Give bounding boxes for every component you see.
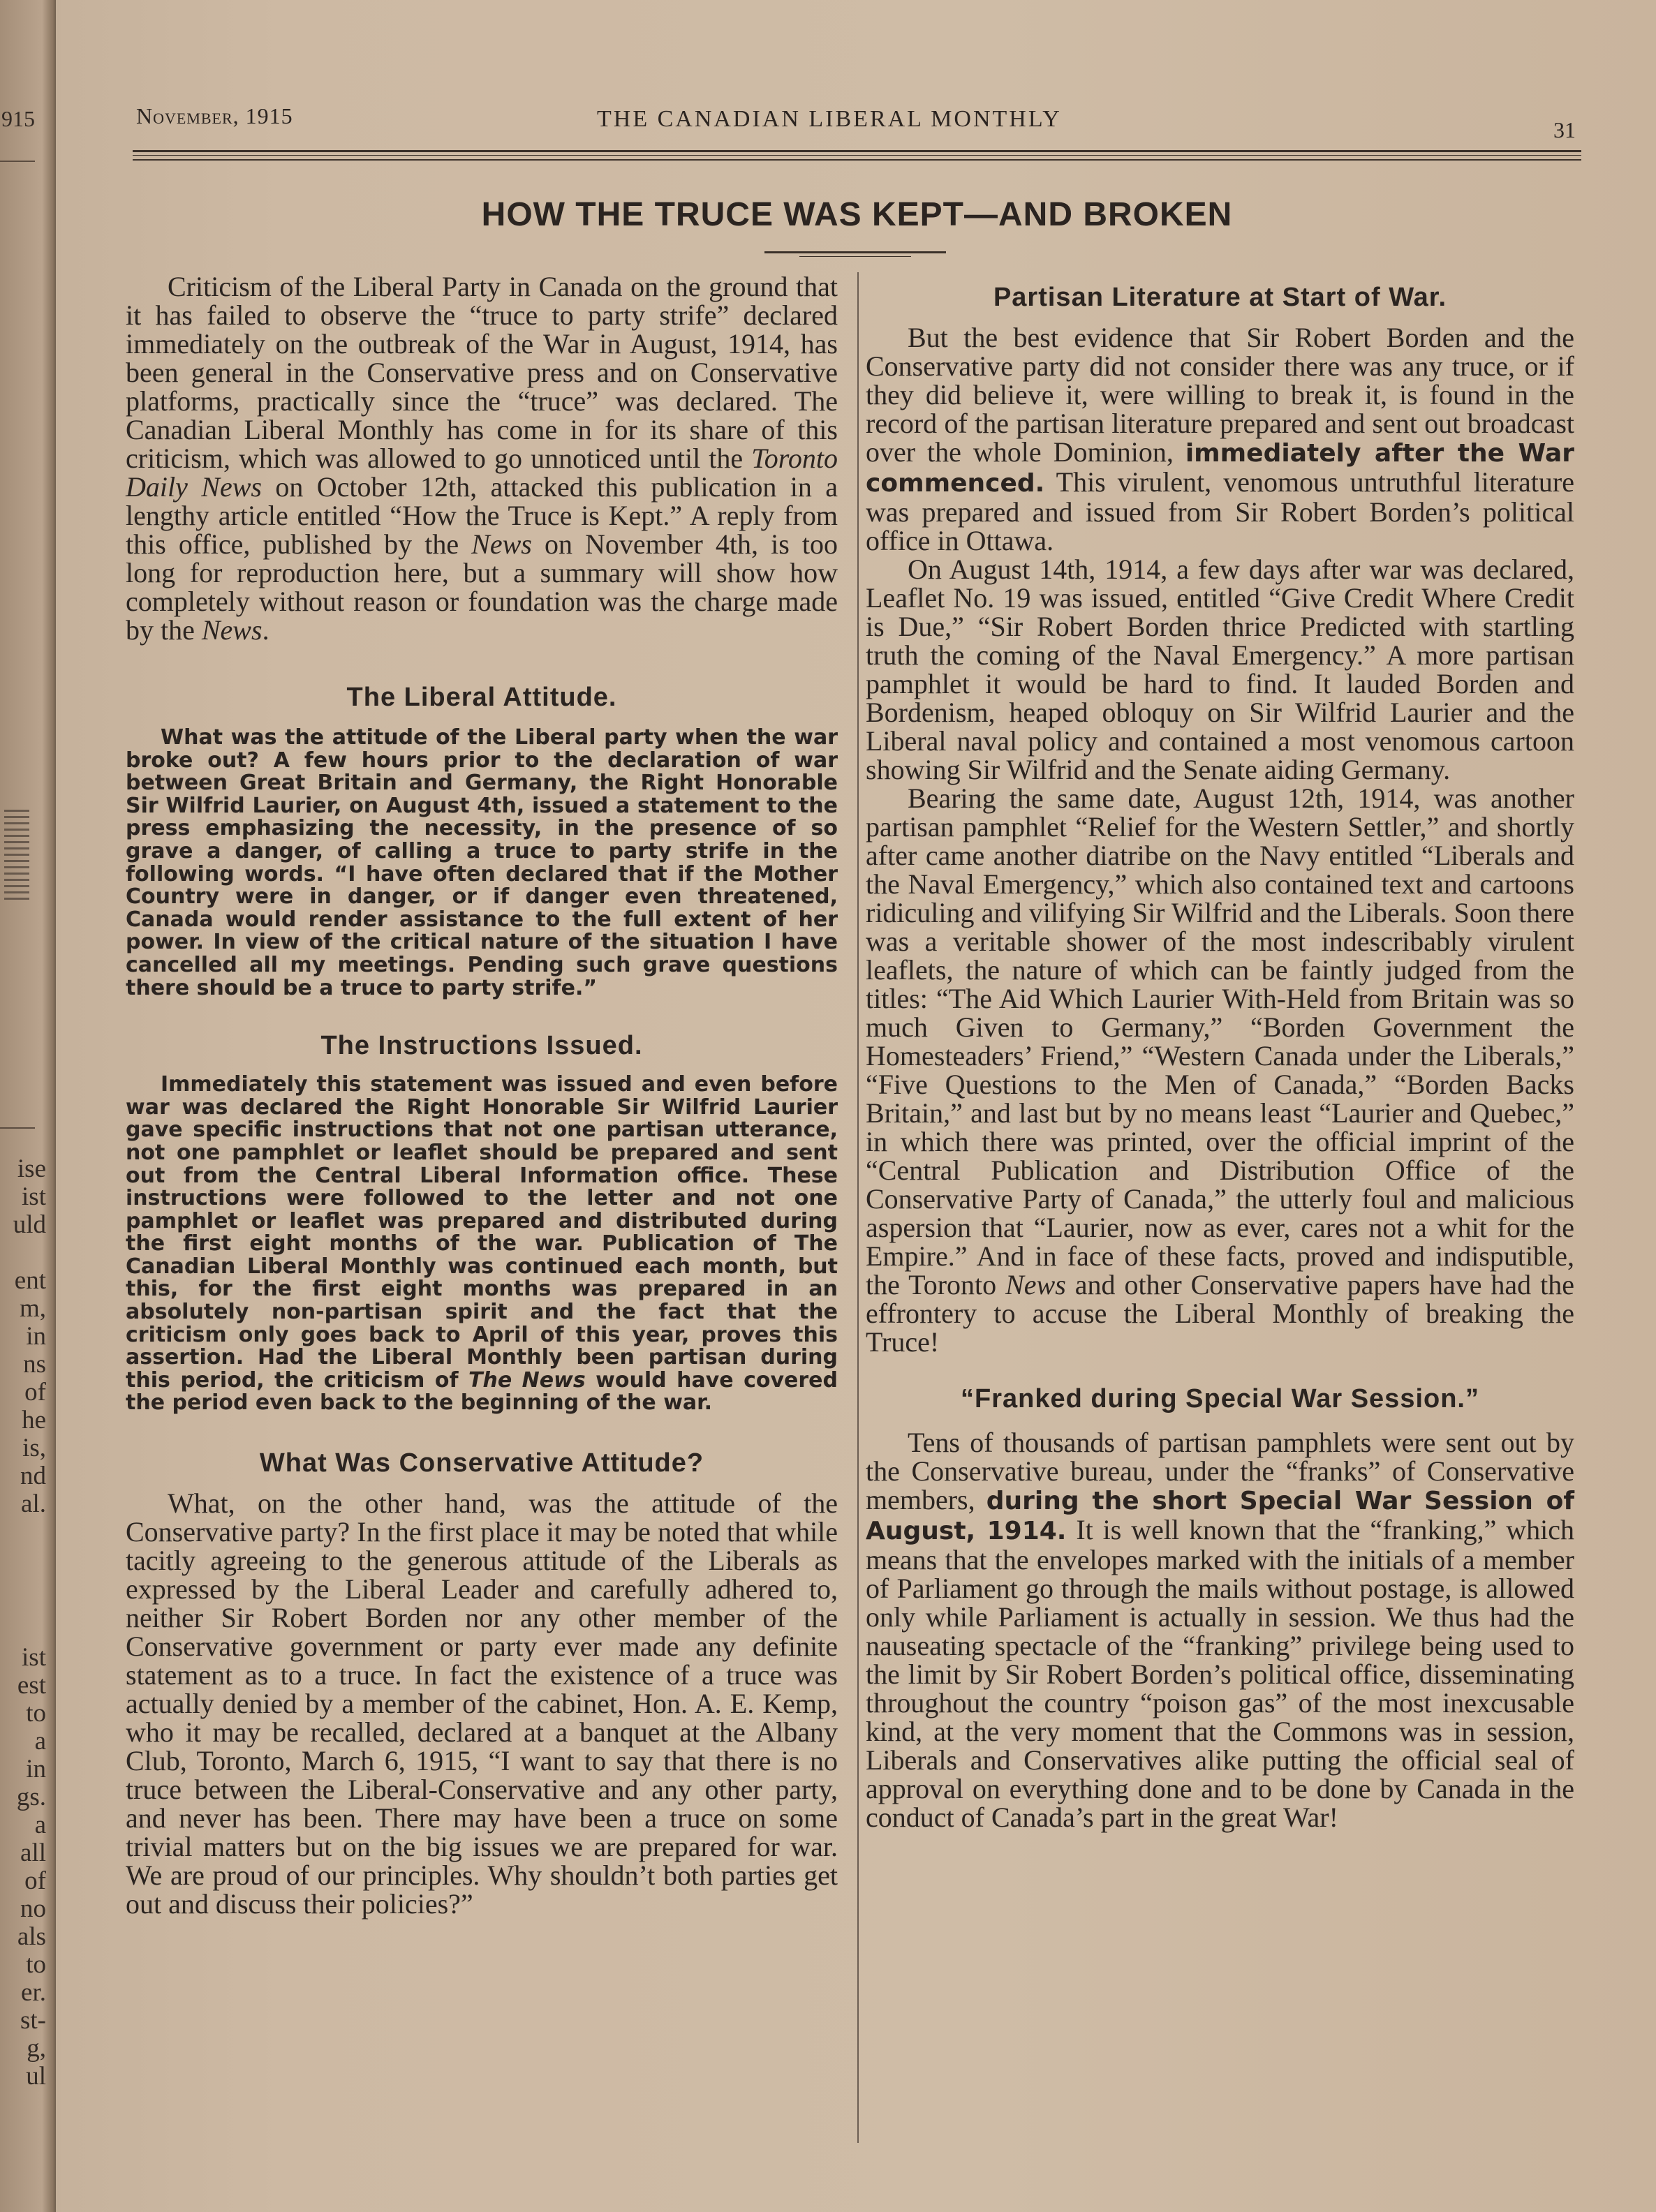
adjacent-page-fragment: est [17, 1671, 46, 1700]
title-rule [764, 251, 946, 253]
header-rule [133, 150, 1581, 152]
instructions-paragraph: Immediately this statement was issued and even before war was declared the Right Honorable Sir Wilfrid Laurier gave specific instructions that not one partisan utterance, not one pamphlet or leaflet should be prepared and sent out from the Central Liberal Information office. These instructions were followed to the letter and not one pamphlet or leaflet was prepared and distributed during the first eight months of the war. Publication of The Canadian Liberal Monthly was continued each month, but this, for the first eight months was prepared in an absolutely non-partisan spirit and the fact that the criticism only goes back to April of this year, proves this assertion. Had the Liberal Monthly been partisan during this period, the criticism of The News would have covered the period even back to the beginning of the war. [126, 1072, 838, 1416]
conservative-attitude-paragraph: What, on the other hand, was the attitude of the Conservative party? In the first place it may be noted that while tacitly agreeing to the generous attitude of the Liberals as expressed by the Liberal Leader and carefully adhered to, neither Sir Robert Borden nor any other member of the Conservative government or party ever made any definite statement as to a truce. In fact the existence of a truce was actually denied by a member of the cabinet, Hon. A. E. Kemp, who it may be recalled, declared at a banquet at the Albany Club, Toronto, March 6, 1915, “I want to say that there is no truce between the Liberal-Conservative and any other party, and never has been. There may have been a truce on some trivial matters but on the big issues we are prepared for war. We are proud of our principles. Why shouldn’t both parties get out and discuss their policies?” [126, 1487, 838, 1920]
partisan-literature-paragraph-3: Bearing the same date, August 12th, 1914, was another partisan pamphlet “Relief for the Western Settler,” and shortly after came another diatribe on the Navy entitled “Liberals and the Naval Emergency,” which also contained text and cartoons ridiculing and vilifying Sir Wilfrid and the Liberals. Soon there was a veritable shower of the most indescribably virulent leaflets, the nature of which can be faintly judged from the titles: “The Aid Which Laurier With-Held from Britain was so much Given to Germany,” “Borden Government the Homesteaders’ Friend,” “Western Canada under the Liberals,” “Five Questions to the Men of Canada,” “Borden Backs Britain,” and last but by no means least “Laurier and Quebec,” in which there was printed, over the official imprint of the “Central Publication and Distribution Office of the Conservative Party of Canada,” the utterly foul and malicious aspersion that “Laurier, now as ever, cares not a whit for the Empire.” And in face of these facts, proved and indisputible, the Toronto News and other Conservative papers have had the effrontery to accuse the Liberal Monthly of breaking the Truce! [866, 782, 1574, 1358]
adjacent-page-text-block [13, 1155, 46, 1518]
title-rule [799, 256, 911, 257]
adjacent-page-fragment: g, [27, 2034, 46, 2063]
adjacent-page-fragment: uld [13, 1210, 46, 1239]
adjacent-page-fragment: ist [22, 1182, 46, 1211]
adjacent-page-fragment [13, 1239, 46, 1267]
section-heading-conservative-attitude: What Was Conservative Attitude? [259, 1448, 704, 1478]
running-header [136, 103, 1588, 145]
adjacent-page-fragment: ist [22, 1643, 46, 1672]
partisan-literature-paragraph-1: But the best evidence that Sir Robert Borden and the Conservative party did not consider there was any truce, or if they did believe it, were willing to break it, is found in the record of the partisan literature prepared and sent out broadcast over the whole Dominion, immediately after the War commenced. This virulent, venomous untruthful literature was prepared and issued from Sir Robert Borden’s political office in Ottawa. [866, 322, 1574, 556]
adjacent-page-folio: 915 [1, 106, 35, 131]
section-heading-instructions: The Instructions Issued. [320, 1031, 643, 1061]
adjacent-page-fragment: nd [20, 1462, 46, 1490]
adjacent-page-fragment: ise [17, 1155, 46, 1183]
column-divider [857, 272, 859, 2143]
partisan-literature-paragraph-2: On August 14th, 1914, a few days after war was declared, Leaflet No. 19 was issued, entitled “Give Credit Where Credit is Due,” “Sir Robert Borden thrice Predicted with startling truth the coming of the Naval Emergency.” A more partisan pamphlet it would be hard to find. It lauded Borden and Bordenism, heaped obloquy on Sir Wilfrid Laurier and the Liberal naval policy and contained a most venomous cartoon showing Sir Wilfrid and the Senate aiding Germany. [866, 554, 1574, 785]
adjacent-page-edge [0, 0, 53, 2212]
adjacent-page-fragment: to [26, 1950, 46, 1979]
section-heading-liberal-attitude: The Liberal Attitude. [346, 683, 617, 712]
adjacent-page-fragment: is, [22, 1434, 46, 1462]
adjacent-page-fragment: st- [20, 2006, 46, 2035]
intro-paragraph: Criticism of the Liberal Party in Canada on the ground that it has failed to observe the “truce to party strife” declared immediately on the outbreak of the War in August, 1914, has been general in the Conservative press and on Conservative platforms, practically since the “truce” was declared. The Canadian Liberal Monthly has come in for its share of this criticism, which was allowed to go unnoticed until the Toronto Daily News on October 12th, attacked this publication in a lengthy article entitled “How the Truce is Kept.” A reply from this office, published by the News on November 4th, is too long for reproduction here, but a summary will show how completely without reason or foundation was the charge made by the News. [126, 271, 838, 646]
journal-title: THE CANADIAN LIBERAL MONTHLY [597, 106, 1062, 132]
adjacent-page-rule [0, 1127, 35, 1129]
adjacent-page-fragment: of [24, 1866, 46, 1895]
franked-paragraph: Tens of thousands of partisan pamphlets were sent out by the Conservative bureau, under the “franks” of Conservative members, during the short Special War Session of August, 1914. It is well known that the “franking,” which means that the envelopes marked with the initials of a member of Parliament go through the mails without postage, is allowed only while Parliament is actually in session. We thus had the nauseating spectacle of the “franking” privilege being used to the limit by Sir Robert Borden’s political office, disseminating throughout the country “poison gas” of the most inexcusable kind, at the very moment that the Commons was in session, Liberals and Conservatives alike putting the official seal of approval on everything done and to be done by Canada in the conduct of Canada’s part in the great War! [866, 1427, 1574, 1833]
adjacent-page-fragment: in [26, 1322, 46, 1351]
adjacent-page-fragment: of [24, 1378, 46, 1406]
header-rule [133, 159, 1581, 161]
issue-date: November, 1915 [136, 103, 293, 128]
adjacent-page-fragment: ul [26, 2062, 46, 2091]
adjacent-page-fragment: a [34, 1811, 46, 1839]
adjacent-page-text-block [17, 1644, 46, 2091]
header-rule [133, 155, 1581, 156]
adjacent-page-fragment: m, [19, 1294, 46, 1323]
adjacent-page-fragment: ent [14, 1266, 46, 1295]
left-column [126, 272, 838, 1918]
adjacent-page-fragment: to [26, 1699, 46, 1728]
adjacent-page-fragment: a [34, 1727, 46, 1756]
adjacent-page-fragment: gs. [16, 1783, 46, 1811]
section-heading-franked: “Franked during Special War Session.” [961, 1384, 1479, 1413]
adjacent-page-fragment: in [26, 1755, 46, 1783]
adjacent-page-fragment: all [20, 1839, 46, 1867]
adjacent-page-fragment: ns [23, 1350, 46, 1379]
adjacent-page-fragment: als [17, 1922, 46, 1951]
adjacent-page-rule [0, 161, 35, 162]
page-number: 31 [1553, 117, 1576, 142]
adjacent-page-fragment: er. [21, 1978, 46, 2007]
right-column [866, 276, 1574, 1832]
adjacent-page-ornament [4, 810, 29, 900]
liberal-attitude-paragraph: What was the attitude of the Liberal party when the war broke out? A few hours prior to the declaration of war between Great Britain and Germany, the Right Honorable Sir Wilfrid Laurier, on August 4th, issued a statement to the press emphasizing the necessity, in the presence of so grave a danger, of calling a truce to party strife in the following words. “I have often declared that if the Mother Country were in danger, or if danger even threatened, Canada would render assistance to the full extent of her power. In view of the critical nature of the situation I have cancelled all my meetings. Pending such grave questions there should be a truce to party strife.” [126, 725, 838, 1000]
adjacent-page-fragment: he [22, 1406, 46, 1434]
section-heading-partisan-literature: Partisan Literature at Start of War. [993, 283, 1447, 312]
adjacent-page-fragment: al. [21, 1490, 46, 1518]
article-title: HOW THE TRUCE WAS KEPT—AND BROKEN [481, 196, 1233, 233]
adjacent-page-fragment: no [20, 1894, 46, 1923]
